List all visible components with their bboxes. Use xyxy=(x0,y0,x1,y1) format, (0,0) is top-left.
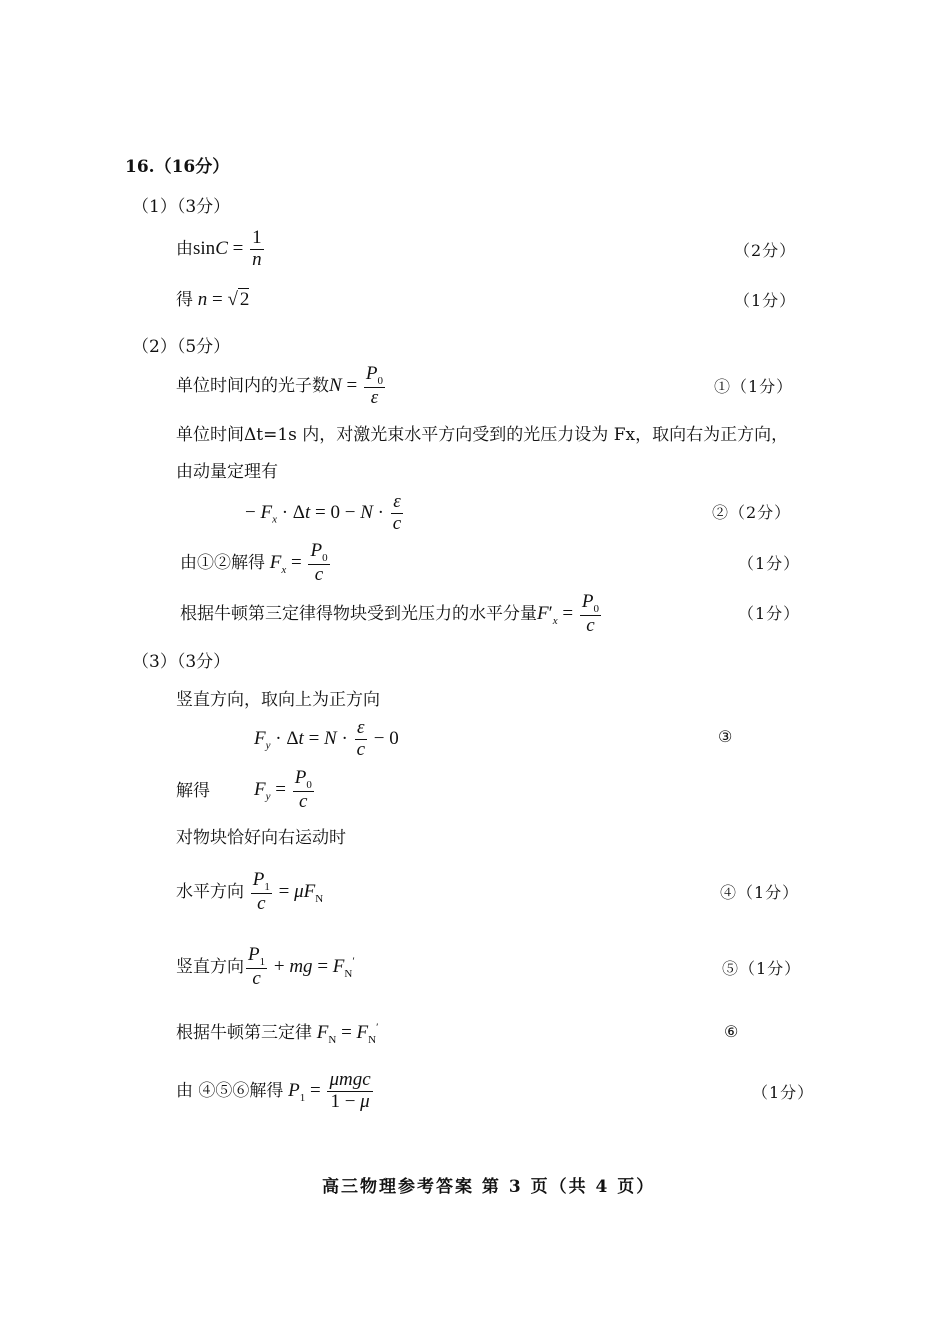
part2-line6 xyxy=(180,592,603,637)
part2-eq2-score: ②（2分） xyxy=(712,503,792,522)
part3-line3-prefix: 解得 xyxy=(176,781,210,801)
formula-Fx-prime: $F'_x$ = $\frac{P_0}{c}$ xyxy=(537,591,599,636)
part1-line2-prefix: 得 xyxy=(176,290,193,310)
part1-line1 xyxy=(176,228,266,271)
formula-n-sqrt2: n = √ 2 xyxy=(197,289,250,310)
part2-line5-score: （1分） xyxy=(738,554,801,573)
part3-line6 xyxy=(176,945,355,990)
part1-line2 xyxy=(176,285,249,311)
formula-P1-result: $P_1$ = $\frac{\text{μmgc}}{1 - \mu}$ xyxy=(288,1069,371,1112)
formula-momentum-y: $F_y \cdot \Delta t = N$ · $\frac{\varepsilon}{c}$ − 0 xyxy=(254,717,399,760)
part2-line2: 单位时间Δt=1s 内，对激光束水平方向受到的光压力设为 Fx，取向右为正方向， xyxy=(176,425,789,445)
part2-label: （2）（5分） xyxy=(132,337,231,357)
part3-line7-mark: ⑥ xyxy=(724,1022,740,1041)
part3-line8-prefix: 由 ④⑤⑥解得 xyxy=(176,1080,284,1101)
part3-line8 xyxy=(176,1070,375,1113)
formula-Fx: $F_x$ = $\frac{P_0}{c}$ xyxy=(269,540,328,585)
part3-line1: 竖直方向，取向上为正方向 xyxy=(176,690,380,710)
formula-horizontal-balance: $\frac{P_1}{c}$ = $\mu F_N$ xyxy=(252,869,324,914)
part1-line1-score: （2分） xyxy=(734,241,797,260)
part3-line7-prefix: 根据牛顿第三定律 xyxy=(176,1023,312,1043)
part2-line3: 由动量定理有 xyxy=(176,462,278,482)
formula-sinC: sinC = $\frac{1}{n}$ xyxy=(193,227,262,270)
formula-momentum-x: − $F_x \cdot \Delta t = 0 - N$ · $\frac{\varepsilon}{c}$ xyxy=(245,491,402,534)
part3-line7 xyxy=(176,1018,379,1046)
question-header: 16.（16分） xyxy=(125,157,230,177)
part1-label: （1）（3分） xyxy=(132,197,231,217)
formula-Fy: $F_y$ = $\frac{P_0}{c}$ xyxy=(254,767,312,812)
part2-line6-prefix: 根据牛顿第三定律得物块受到光压力的水平分量 xyxy=(180,603,537,624)
part3-line4: 对物块恰好向右运动时 xyxy=(176,828,346,848)
formula-newton-third: $F_N = F_N'$ xyxy=(316,1021,379,1046)
part3-line5-score: ④（1分） xyxy=(720,883,800,902)
part3-line5 xyxy=(176,870,323,915)
part3-label: （3）（3分） xyxy=(132,652,231,672)
part1-line1-prefix: 由 xyxy=(176,238,193,259)
part3-line6-score: ⑤（1分） xyxy=(722,959,802,978)
part3-line5-prefix: 水平方向 xyxy=(176,881,244,902)
part1-line2-score: （1分） xyxy=(734,291,797,310)
part3-line6-prefix: 竖直方向 xyxy=(176,956,244,977)
formula-photon-count: N = $\frac{P_0}{\varepsilon}$ xyxy=(329,363,384,408)
part2-line1-prefix: 单位时间内的光子数 xyxy=(176,375,329,396)
part2-line5-prefix: 由①②解得 xyxy=(180,552,265,573)
part2-line1-score: ①（1分） xyxy=(714,377,794,396)
part2-line6-score: （1分） xyxy=(738,604,801,623)
part2-line1 xyxy=(176,364,387,409)
formula-vertical-balance: $\frac{P_1}{c}$ + mg = $F_N'$ xyxy=(248,944,355,989)
part3-line8-score: （1分） xyxy=(752,1083,815,1102)
part3-eq3-mark: ③ xyxy=(718,727,734,746)
part2-line5 xyxy=(180,541,332,586)
page-footer: 高三物理参考答案 第 3 页（共 4 页） xyxy=(322,1177,656,1197)
